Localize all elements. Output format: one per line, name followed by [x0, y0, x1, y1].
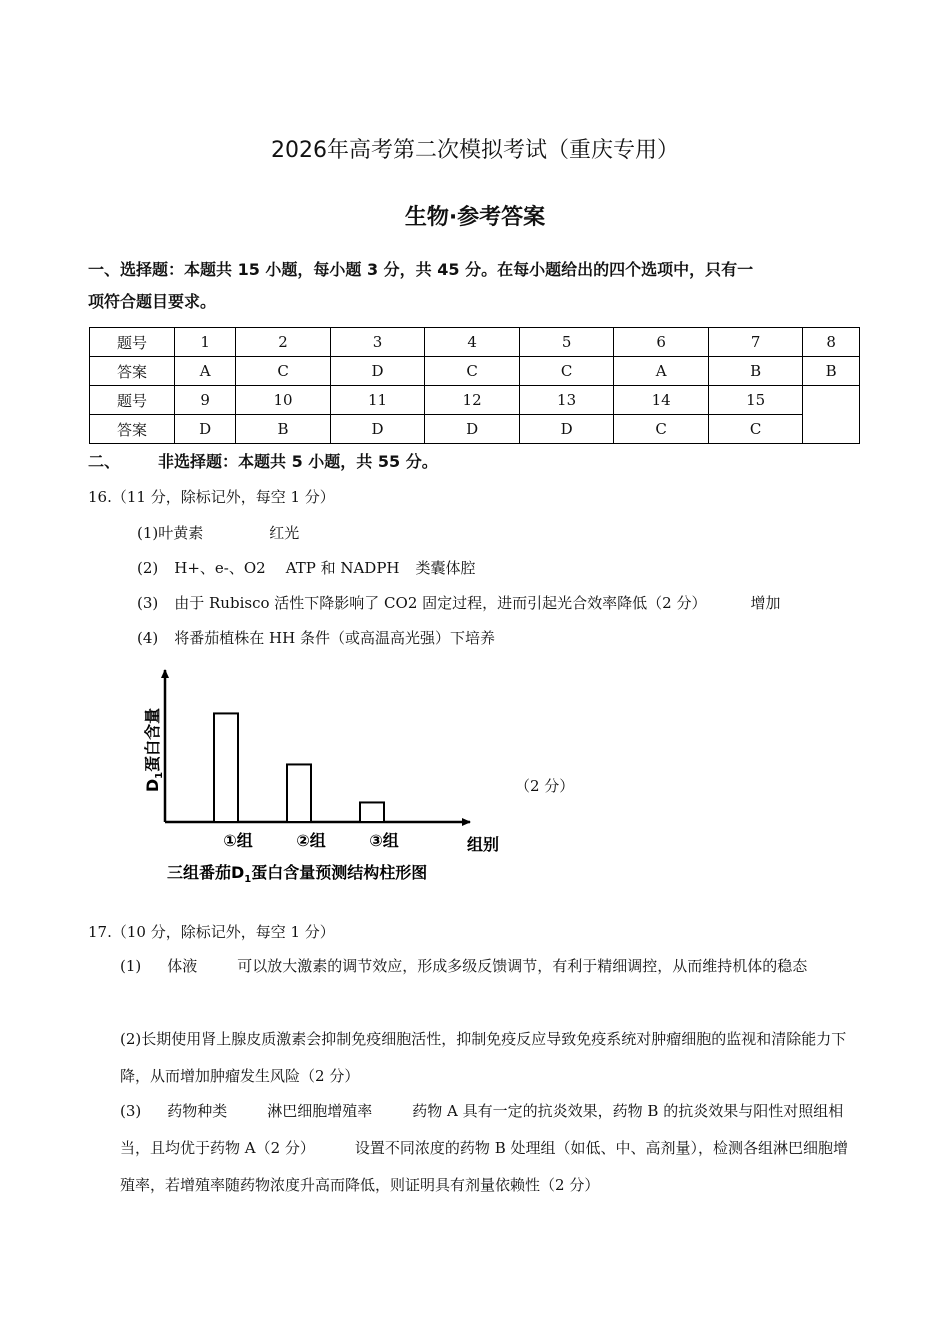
table-cell: 9: [175, 386, 236, 415]
table-cell: 14: [614, 386, 709, 415]
page-title: 2026年高考第二次模拟考试（重庆专用）: [271, 138, 679, 163]
table-cell: D: [519, 415, 614, 444]
table-row: [90, 415, 860, 444]
q17-a3-blank3: 药物 A 具有一定的抗炎效果，药物 B 的抗炎效果与阳性对照组相当，且均优于药物 A（2 分）: [120, 1102, 844, 1157]
q16-a2-blank2: ATP 和 NADPH: [285, 559, 400, 577]
q16-answer-3: [137, 592, 780, 613]
q17-a1-blank1: 体液: [167, 957, 198, 975]
section1-heading: [88, 254, 863, 318]
q16-answer-2: [137, 557, 476, 578]
category-label-1: ①组: [223, 831, 253, 850]
table-cell: 11: [330, 386, 425, 415]
q16-a3-number: (3): [137, 594, 159, 612]
table-cell: C: [236, 357, 331, 386]
q16-a4-number: (4): [137, 629, 159, 647]
table-cell: 4: [425, 328, 520, 357]
y-axis-label-main: D: [143, 778, 162, 793]
section1-heading-line1: 一、选择题：本题共 15 小题，每小题 3 分，共 45 分。在每小题给出的四个选项中，只有一: [88, 260, 754, 279]
table-cell: 6: [614, 328, 709, 357]
table-cell: C: [708, 415, 803, 444]
table-cell: 3: [330, 328, 425, 357]
table-cell: D: [425, 415, 520, 444]
x-axis-label: 组别: [466, 835, 500, 854]
y-axis-label-subscript: 1: [154, 771, 165, 779]
row-label: 题号: [90, 386, 175, 415]
y-axis-label: [143, 708, 165, 792]
table-row: [90, 328, 860, 357]
page-subtitle: 生物·参考答案: [404, 205, 546, 230]
section2-number: 二、: [88, 452, 121, 471]
q17-a1-number: (1): [120, 957, 142, 975]
table-cell: C: [425, 357, 520, 386]
table-cell: 1: [175, 328, 236, 357]
chart-title-main: 三组番茄D: [167, 863, 245, 882]
q16-answer-1: [137, 522, 299, 543]
table-cell: 2: [236, 328, 331, 357]
row-label: 答案: [90, 357, 175, 386]
bar-2: [287, 764, 311, 822]
table-row: [90, 357, 860, 386]
chart-title-rest: 蛋白含量预测结构柱形图: [251, 863, 428, 882]
q17-a3-number: (3): [120, 1102, 142, 1120]
q16-a2-number: (2): [137, 559, 159, 577]
q17-a3-blank4: 设置不同浓度的药物 B 处理组（如低、中、高剂量），检测各组淋巴细胞增殖率，若增殖率随药物浓度升高而降低，则证明具有剂量依赖性（2 分）: [120, 1139, 848, 1194]
q16-a2-blank3: 类囊体腔: [415, 559, 476, 577]
table-cell: 5: [519, 328, 614, 357]
table-cell: A: [175, 357, 236, 386]
q17-a1-blank2: 可以放大激素的调节效应，形成多级反馈调节，有利于精细调控，从而维持机体的稳态: [237, 957, 808, 975]
section2-heading: [88, 446, 863, 478]
q16-a3-blank2: 增加: [750, 594, 781, 612]
q16-answer-4: [137, 627, 495, 648]
table-cell: B: [708, 357, 803, 386]
table-cell: 8: [803, 328, 860, 357]
table-cell: A: [614, 357, 709, 386]
q17-heading: 17.（10 分，除标记外，每空 1 分）: [88, 923, 335, 941]
row-label: 题号: [90, 328, 175, 357]
row-label: 答案: [90, 415, 175, 444]
table-row: [90, 386, 860, 415]
section1-heading-line2: 项符合题目要求。: [88, 292, 217, 311]
q16-chart-score: （2 分）: [515, 777, 575, 795]
q17-a3-blank2: 淋巴细胞增殖率: [267, 1102, 373, 1120]
table-cell: C: [519, 357, 614, 386]
table-cell: D: [330, 357, 425, 386]
table-cell: 7: [708, 328, 803, 357]
chart-title-subscript: 1: [244, 874, 252, 885]
q16-a2-blank1: H+、e-、O2: [174, 559, 266, 577]
q17-answer-3: [120, 1093, 862, 1204]
q16-a3-blank1: 由于 Rubisco 活性下降影响了 CO2 固定过程，进而引起光合效率降低（2 分）: [174, 594, 707, 612]
q17-a3-blank1: 药物种类: [167, 1102, 228, 1120]
q16-a4-blank1: 将番茄植株在 HH 条件（或高温高光强）下培养: [174, 629, 495, 647]
q17-answer-2: (2)长期使用肾上腺皮质激素会抑制免疫细胞活性，抑制免疫反应导致免疫系统对肿瘤细胞的监视和清除能力下降，从而增加肿瘤发生风险（2 分）: [120, 1030, 847, 1085]
bar-3: [360, 802, 384, 822]
q17-answer-1: [120, 948, 862, 985]
chart-title: [167, 863, 427, 885]
y-axis-label-rest: 蛋白含量: [143, 707, 162, 772]
bar-1: [214, 713, 238, 822]
category-label-2: ②组: [296, 831, 326, 850]
table-cell: 13: [519, 386, 614, 415]
table-cell: 15: [708, 386, 803, 415]
table-cell: 12: [425, 386, 520, 415]
q16-a1-blank2: 红光: [269, 524, 300, 542]
category-label-3: ③组: [369, 831, 399, 850]
empty-cell: [803, 386, 860, 444]
answer-table: [89, 327, 860, 444]
q16-heading: 16.（11 分，除标记外，每空 1 分）: [88, 488, 335, 506]
section2-title: 非选择题：本题共 5 小题，共 55 分。: [158, 452, 438, 471]
table-cell: D: [175, 415, 236, 444]
table-cell: B: [803, 357, 860, 386]
table-cell: 10: [236, 386, 331, 415]
table-cell: D: [330, 415, 425, 444]
table-cell: C: [614, 415, 709, 444]
d1-protein-bar-chart: [140, 660, 520, 890]
q16-a1-blank1: (1)叶黄素: [137, 524, 204, 542]
table-cell: B: [236, 415, 331, 444]
